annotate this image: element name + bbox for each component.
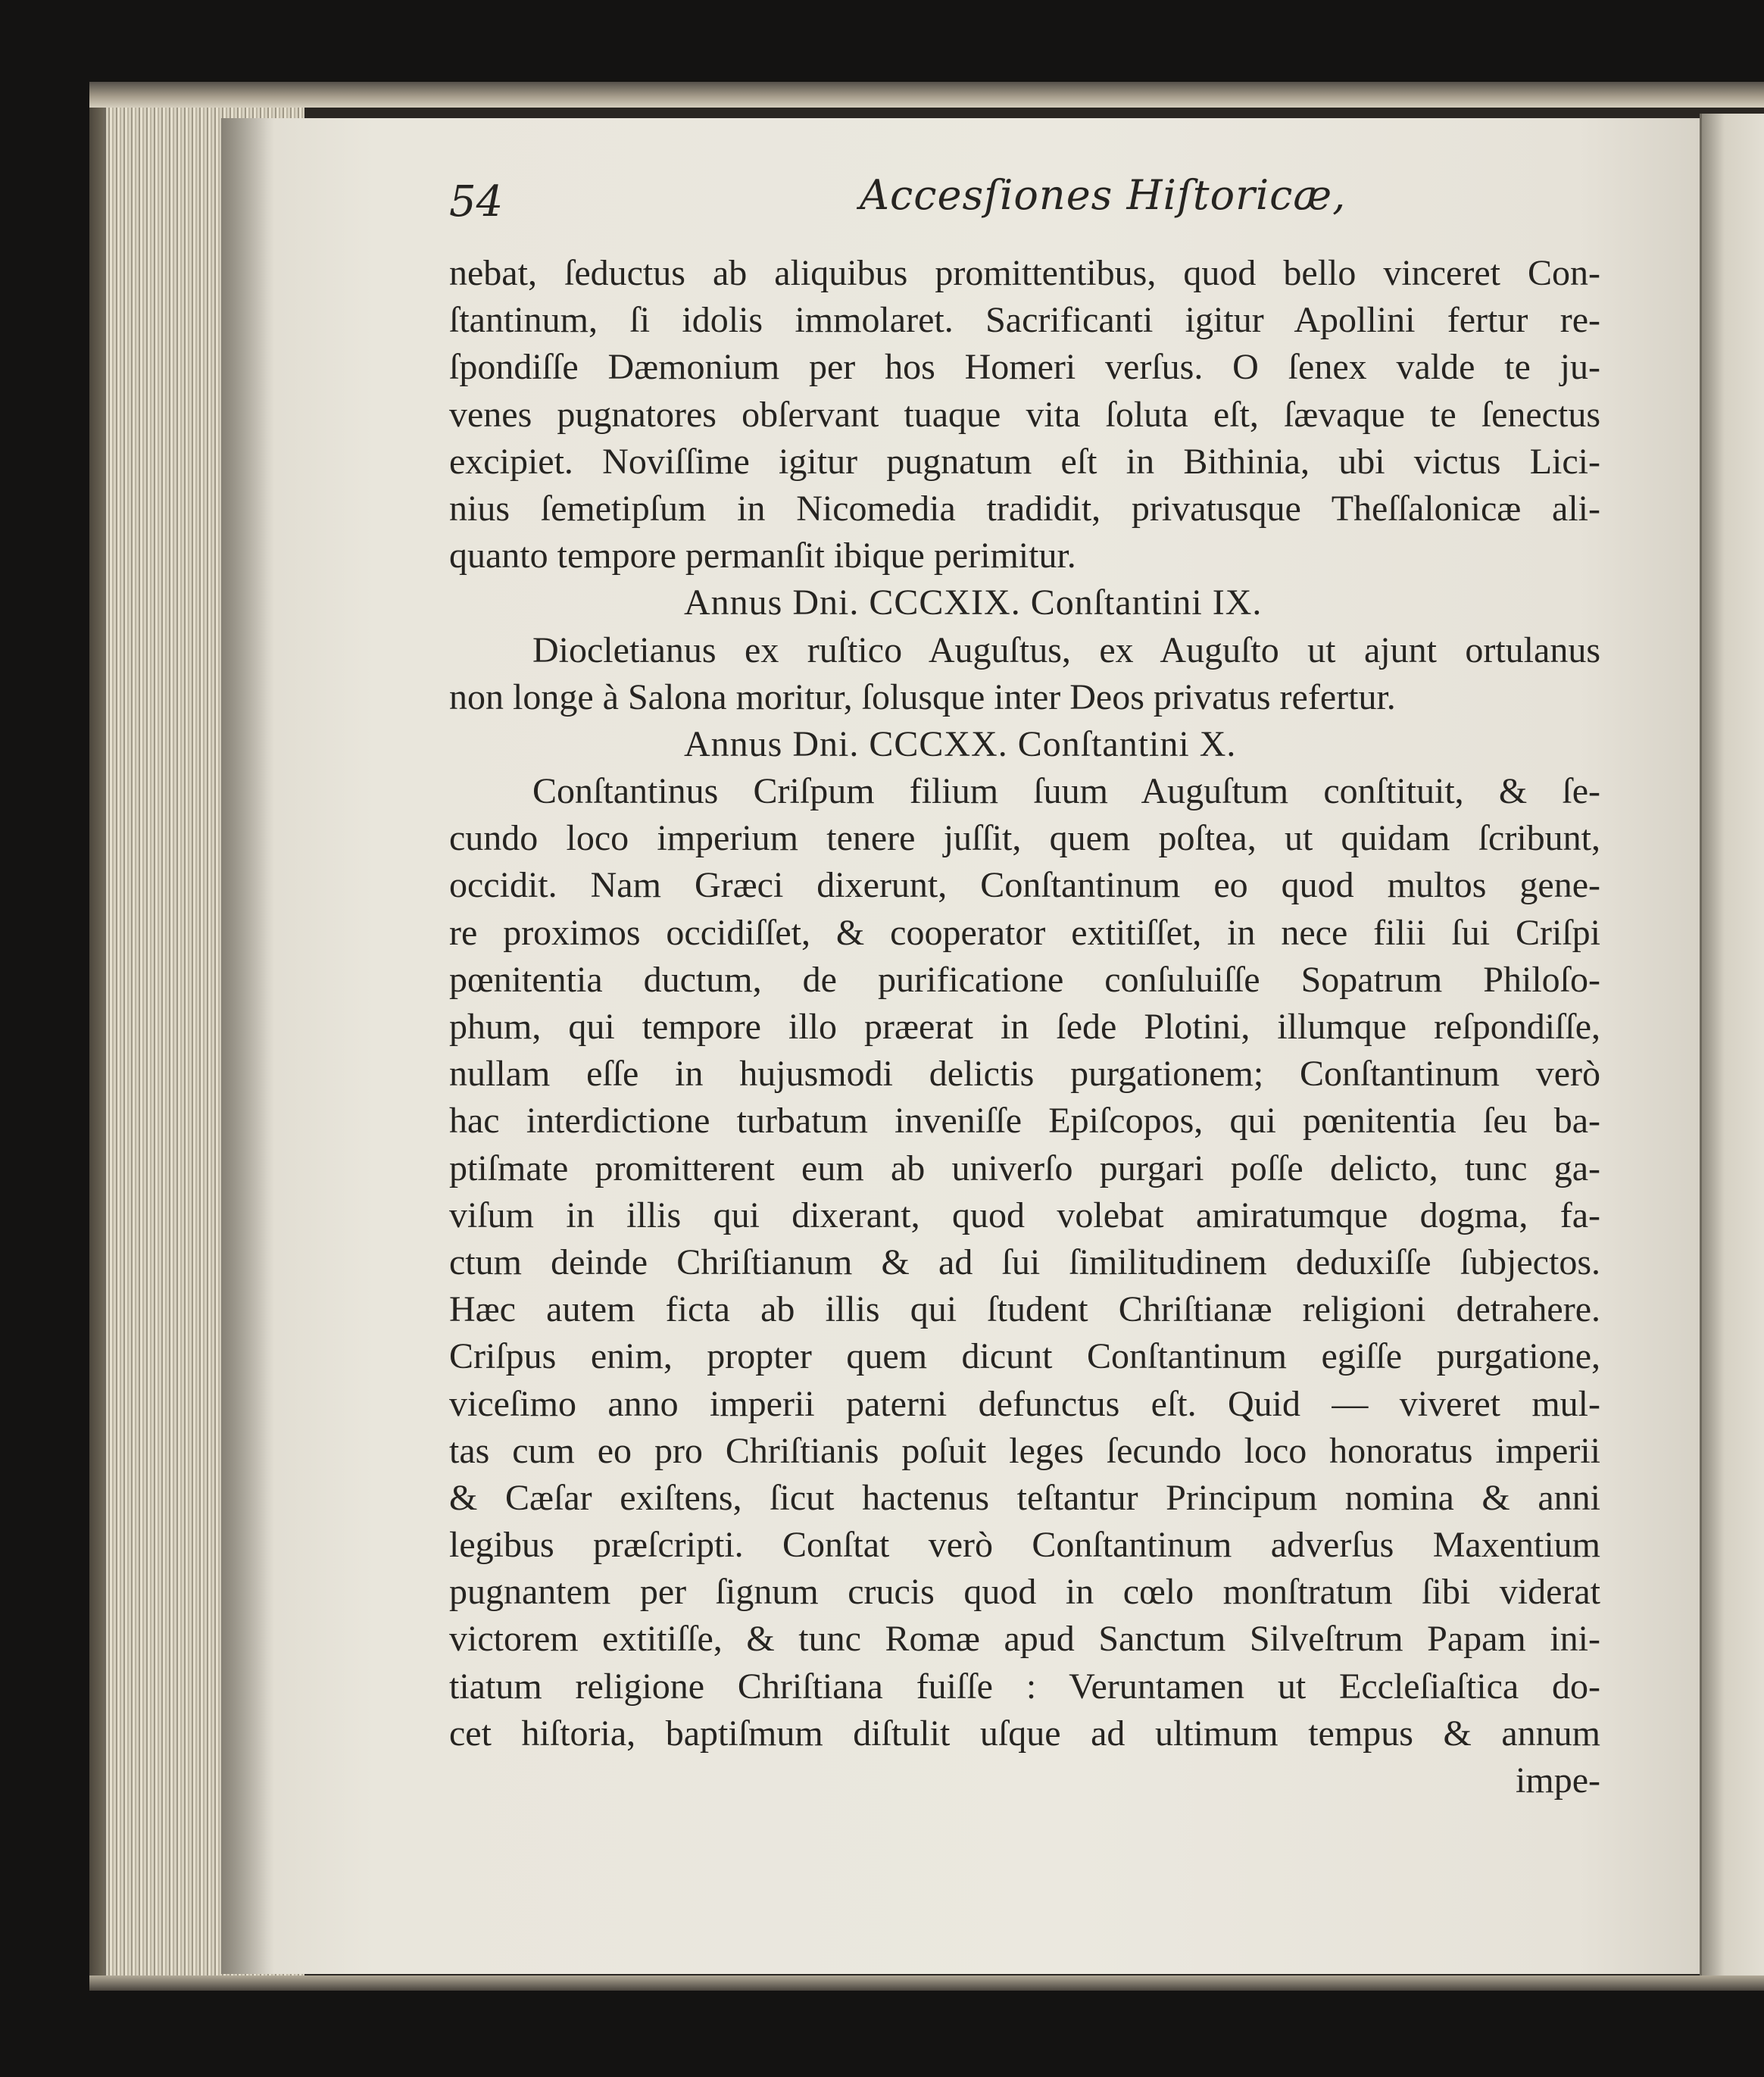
year-heading: Annus Dni. CCCXX. Conſtantini X.	[684, 723, 1237, 764]
text-line: tas cum eo pro Chriſtianis poſuit leges ſecundo loco honoratus imperii	[449, 1430, 1600, 1471]
text-line: ſtantinum, ſi idolis immolaret. Sacrificanti igitur Apollini fertur re-	[449, 300, 1600, 341]
text-line: Criſpus enim, propter quem dicunt Conſtantinum egiſſe purgatione,	[449, 1336, 1600, 1377]
text-line: nullam eſſe in hujusmodi delictis purgationem; Conſtantinum verò	[449, 1054, 1600, 1095]
text-line: pugnantem per ſignum crucis quod in cœlo monſtratum ſibi viderat	[449, 1572, 1600, 1613]
text-line: ctum deinde Chriſtianum & ad ſui ſimilitudinem deduxiſſe ſubjectos.	[449, 1242, 1600, 1282]
text-line: viceſimo anno imperii paterni defunctus eſt. Quid — viveret mul-	[449, 1383, 1600, 1424]
text-line: ſpondiſſe Dæmonium per hos Homeri verſus. O ſenex valde te ju-	[449, 347, 1600, 388]
body-text	[449, 250, 1600, 1804]
book-top-edge	[89, 82, 1764, 108]
year-heading: Annus Dni. CCCXIX. Conſtantini IX.	[684, 582, 1263, 623]
book-bottom-edge	[89, 1975, 1764, 1991]
text-line: tiatum religione Chriſtiana fuiſſe : Veruntamen ut Eccleſiaſtica do-	[449, 1666, 1600, 1707]
text-line: Conſtantinus Criſpum filium ſuum Auguſtum conſtituit, & ſe-	[532, 771, 1600, 812]
text-line: legibus præſcripti. Conſtat verò Conſtantinum adverſus Maxentium	[449, 1525, 1600, 1566]
facing-page-edge	[1700, 114, 1764, 1979]
page-number: 54	[449, 177, 504, 226]
text-line: ptiſmate promitterent eum ab univerſo purgari poſſe delicto, tunc ga-	[449, 1148, 1600, 1188]
text-block	[360, 171, 1606, 1807]
text-line: cundo loco imperium tenere juſſit, quem poſtea, ut quidam ſcribunt,	[449, 818, 1600, 859]
text-line: pœnitentia ductum, de purificatione conſuluiſſe Sopatrum Philoſo-	[449, 959, 1600, 1000]
text-line: re proximos occidiſſet, & cooperator extitiſſet, in nece filii ſui Criſpi	[449, 912, 1600, 953]
text-line: excipiet. Noviſſime igitur pugnatum eſt in Bithinia, ubi victus Lici-	[449, 441, 1600, 482]
text-line: nebat, ſeductus ab aliquibus promittentibus, quod bello vinceret Con-	[449, 253, 1600, 293]
text-line: non longe à Salona moritur, ſolusque inter Deos privatus refertur.	[449, 676, 1396, 717]
text-line: occidit. Nam Græci dixerunt, Conſtantinum eo quod multos gene-	[449, 865, 1600, 906]
catchword: impe-	[1516, 1760, 1600, 1801]
gutter-shadow	[221, 118, 274, 1974]
page-header	[360, 171, 1606, 255]
text-line: phum, qui tempore illo præerat in ſede Plotini, illumque reſpondiſſe,	[449, 1007, 1600, 1047]
text-line: & Cæſar exiſtens, ſicut hactenus teſtantur Principum nomina & anni	[449, 1477, 1600, 1518]
text-line: hac interdictione turbatum inveniſſe Epiſcopos, qui pœnitentia ſeu ba-	[449, 1101, 1600, 1142]
text-line: nius ſemetipſum in Nicomedia tradidit, privatusque Theſſalonicæ ali-	[449, 488, 1600, 529]
text-line: quanto tempore permanſit ibique perimitur.	[449, 536, 1076, 576]
text-line: venes pugnatores obſervant tuaque vita ſoluta eſt, ſævaque te ſenectus	[449, 394, 1600, 435]
text-line: viſum in illis qui dixerant, quod volebat amiratumque dogma, fa-	[449, 1195, 1600, 1235]
running-title: Accesſiones Hiſtoricæ,	[860, 171, 1347, 219]
text-line: cet hiſtoria, baptiſmum diſtulit uſque ad ultimum tempus & annum	[449, 1713, 1600, 1754]
text-line: victorem extitiſſe, & tunc Romæ apud Sanctum Silveſtrum Papam ini-	[449, 1619, 1600, 1660]
text-line: Diocletianus ex ruſtico Auguſtus, ex Auguſto ut ajunt ortulanus	[532, 629, 1600, 670]
text-line: Hæc autem ficta ab illis qui ſtudent Chriſtianæ religioni detrahere.	[449, 1289, 1600, 1330]
